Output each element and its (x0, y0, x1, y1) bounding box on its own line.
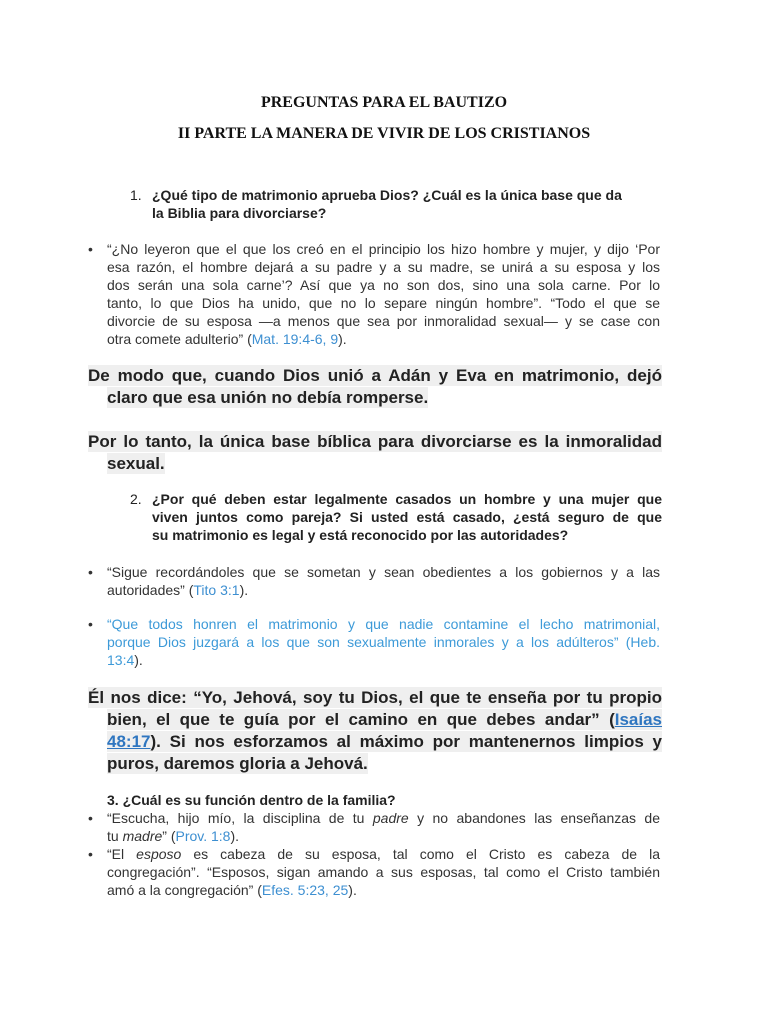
question-2 (130, 490, 662, 544)
quote-paragraph-2 (88, 563, 660, 599)
statement-line: De modo que, cuando Dios unió a Adán y Eva en matrimonio, dejó (88, 366, 662, 385)
question-line: la Biblia para divorciarse? (152, 205, 327, 221)
document-title: PREGUNTAS PARA EL BAUTIZO (260, 94, 508, 111)
statement-line: ). Si nos esforzamos al máximo por mantenernos limpios y (150, 732, 662, 751)
question-line: ¿Qué tipo de matrimonio aprueba Dios? ¿Cuál es la única base que da (152, 187, 622, 203)
bullet: • (88, 241, 93, 257)
paragraph-line: tanto, lo que Dios ha unido, que no lo separe ningún hombre”. “Todo el que se (107, 295, 660, 311)
scripture-link-48-17[interactable]: 48:17 (107, 732, 151, 751)
paragraph-line: divorcie de su esposa —a menos que sea por inmoralidad sexual— y se case con (107, 313, 660, 329)
bullet: • (88, 846, 93, 862)
statement-line: claro que esa unión no debía romperse. (107, 388, 429, 407)
scripture-reference-link[interactable]: Prov. 1:8 (175, 828, 231, 844)
paragraph-line: “Que todos honren el matrimonio y que nadie contamine el lecho matrimonial, (107, 616, 660, 632)
paragraph-line: porque Dios juzgará a los que son sexualmente inmorales y a los adúlteros” (Heb. (107, 634, 660, 650)
paragraph-line: dos serán una sola carne’? Así que ya no son dos, sino una sola carne. Por lo (107, 277, 660, 293)
question-line: su matrimonio es legal y está reconocido por las autoridades? (152, 527, 569, 543)
paragraph-line: “El esposo es cabeza de su esposa, tal como el Cristo es cabeza de la (107, 846, 661, 862)
statement-3 (88, 687, 662, 775)
paragraph-line: “Escucha, hijo mío, la disciplina de tu padre y no abandones las enseñanzas de (107, 810, 661, 826)
question-number: 1. (130, 187, 142, 203)
document-subtitle: II PARTE LA MANERA DE VIVIR DE LOS CRISTIANOS (177, 125, 591, 142)
quote-paragraph-1 (88, 240, 660, 348)
question-line: 3. ¿Cuál es su función dentro de la familia? (107, 792, 396, 808)
paragraph-line: esa razón, el hombre dejará a su padre y a su madre, se unirá a su esposa y los (107, 259, 660, 275)
paragraph-line: tu madre” (Prov. 1:8). (107, 828, 240, 844)
paragraph-line: congregación”. “Esposos, sigan amando a sus esposas, tal como el Cristo también (107, 864, 660, 880)
statement-line: puros, daremos gloria a Jehová. (107, 754, 368, 773)
paragraph-line: 13:4). (107, 652, 143, 668)
scripture-link-isaias[interactable]: Isaías (614, 710, 662, 729)
quote-paragraph-4 (88, 809, 661, 845)
paragraph-line: “¿No leyeron que el que los creó en el principio los hizo hombre y mujer, y dijo ‘Por (107, 241, 660, 257)
paragraph-line: autoridades” (Tito 3:1). (107, 582, 249, 598)
scripture-reference-link[interactable]: Mat. 19:4-6, 9 (251, 331, 339, 347)
paragraph-line: otra comete adulterio” (Mat. 19:4-6, 9). (107, 331, 347, 347)
statement-line: Por lo tanto, la única base bíblica para divorciarse es la inmoralidad (88, 432, 662, 451)
bullet: • (88, 810, 93, 826)
scripture-reference-link[interactable]: Efes. 5:23, 25 (261, 882, 349, 898)
question-line: ¿Por qué deben estar legalmente casados un hombre y una mujer que (152, 491, 662, 507)
statement-2 (88, 431, 662, 475)
statement-1 (88, 365, 662, 409)
question-3 (107, 791, 660, 809)
statement-line: Él nos dice: “Yo, Jehová, soy tu Dios, el que te enseña por tu propio (88, 688, 662, 707)
quote-paragraph-5 (88, 845, 661, 899)
paragraph-line: amó a la congregación” (Efes. 5:23, 25). (107, 882, 357, 898)
bullet: • (88, 564, 93, 580)
statement-line: sexual. (107, 454, 165, 473)
paragraph-line: “Sigue recordándoles que se sometan y sean obedientes a los gobiernos y a las (107, 564, 660, 580)
quote-paragraph-3 (88, 615, 660, 669)
statement-line: bien, el que te guía por el camino en que debes andar” ( (107, 710, 615, 729)
question-number: 2. (130, 491, 142, 507)
question-line: viven juntos como pareja? Si usted está casado, ¿está seguro de que (152, 509, 662, 525)
question-1 (130, 186, 662, 222)
scripture-reference-link[interactable]: Tito 3:1 (193, 582, 240, 598)
bullet: • (88, 616, 93, 632)
